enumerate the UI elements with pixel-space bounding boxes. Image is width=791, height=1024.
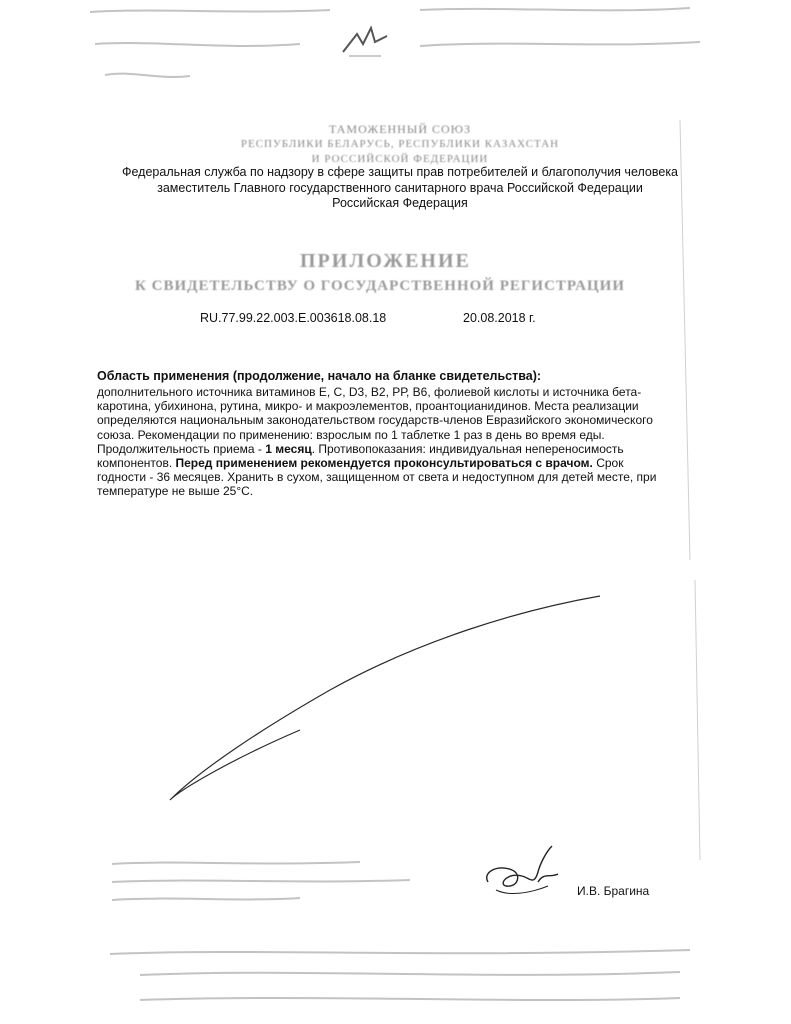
cancel-stroke	[170, 596, 600, 800]
official-title: заместитель Главного государственного санитарного врача Российской Федерации	[157, 181, 643, 195]
country-name: Российская Федерация	[332, 196, 468, 210]
scope-body	[97, 385, 657, 499]
member-states: РЕСПУБЛИКИ БЕЛАРУСЬ, РЕСПУБЛИКИ КАЗАХСТАН	[240, 138, 560, 150]
registration-number: RU.77.99.22.003.E.003618.08.18	[200, 311, 387, 325]
scope-title: Область применения (продолжение, начало на бланке свидетельства):	[97, 369, 542, 383]
scope-text-1: дополнительного источника витаминов Е, С, D3, В2, РР, В6, фолиевой кислоты и источника бета-каротина, убихинона, рутина, микро- и макроэлементов, проантоцианидинов. Места реализации определяются национальным законодательством государств-членов Евразийского экономического союза. Рекомендации по применению: взрослым по 1 таблетке 1 раз в день во время еды. Продолжительность приема -	[97, 385, 653, 456]
scope-consult: Перед применением рекомендуется проконсультироваться с врачом.	[175, 456, 593, 471]
russia-line: И РОССИЙСКОЙ ФЕДЕРАЦИИ	[311, 153, 489, 165]
scope-text-2: . Противопоказания: индивидуальная непереносимость компонентов.	[97, 441, 624, 471]
scope-duration: 1 месяц	[265, 441, 312, 456]
signature-icon	[478, 842, 573, 912]
agency-name: Федеральная служба по надзору в сфере защиты прав потребителей и благополучия человека	[121, 165, 679, 179]
registration-date: 20.08.2018 г.	[463, 311, 536, 325]
emblem-icon	[335, 22, 395, 62]
annex-subtitle: К СВИДЕТЕЛЬСТВУ О ГОСУДАРСТВЕННОЙ РЕГИСТРАЦИИ	[135, 278, 625, 294]
signatory-name: И.В. Брагина	[577, 884, 650, 898]
annex-title: ПРИЛОЖЕНИЕ	[300, 250, 471, 272]
union-name: ТАМОЖЕННЫЙ СОЮЗ	[329, 122, 471, 136]
scope-text-3: Срок годности - 36 месяцев. Хранить в сухом, защищенном от света и недоступном для детей месте, при температуре не выше 25°С.	[97, 456, 657, 499]
